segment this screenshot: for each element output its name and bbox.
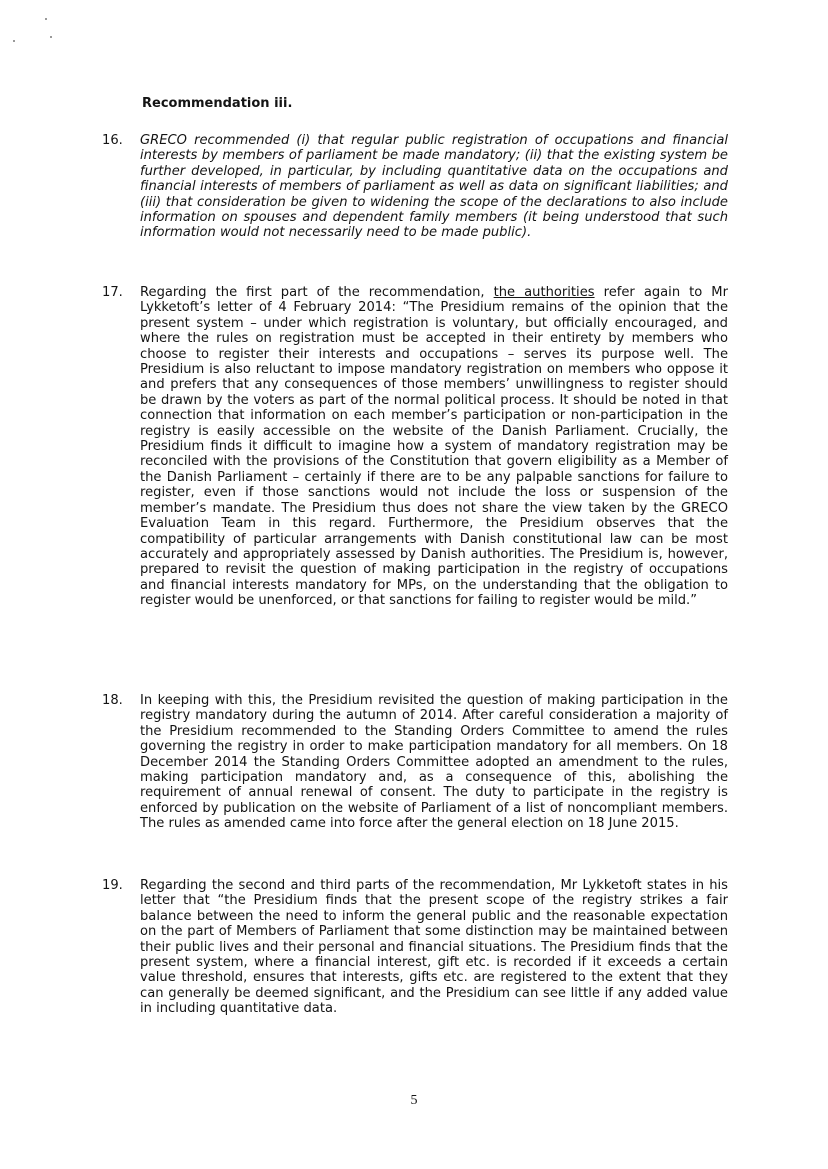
paragraph-text xyxy=(140,285,728,609)
paragraph-number: 17. xyxy=(102,285,123,300)
section-heading: Recommendation iii. xyxy=(142,96,293,111)
paragraph-text: In keeping with this, the Presidium revisited the question of making participation in the registry mandatory during the autumn of 2014. After careful consideration a majority of the Presidium recommended to the Standing Orders Committee to amend the rules governing the registry in order to make participation mandatory for all members. On 18 December 2014 the Standing Orders Committee adopted an amendment to the rules, making participation mandatory and, as a consequence of this, abolishing the requirement of annual renewal of consent. The duty to participate in the registry is enforced by publication on the website of Parliament of a list of noncompliant members. The rules as amended came into force after the general election on 18 June 2015. xyxy=(140,693,728,832)
scan-mark xyxy=(13,40,15,42)
text-run: Regarding the first part of the recommendation, xyxy=(140,285,494,300)
paragraph-17 xyxy=(102,285,728,609)
paragraph-16 xyxy=(102,133,728,241)
underlined-text: the authorities xyxy=(493,285,595,300)
paragraph-number: 19. xyxy=(102,878,123,893)
paragraph-text: GRECO recommended (i) that regular public registration of occupations and financial interests by members of parliament be made mandatory; (ii) that the existing system be further developed, in particular, by including quantitative data on the occupations and financial interests of members of parliament as well as data on significant liabilities; and (iii) that consideration be given to widening the scope of the declarations to also include information on spouses and dependent family members (it being understood that such information would not necessarily need to be made public). xyxy=(140,133,728,241)
page-number: 5 xyxy=(410,1093,418,1108)
scan-mark xyxy=(45,18,47,20)
text-run: refer again to Mr Lykketoft’s letter of 4 February 2014: “The Presidium remains of the opinion that the present system – under which registration is voluntary, but officially encouraged, and where the rules on registration must be accepted in their entirety by members who choose to register their interests and occupations – serves its purpose well. The Presidium is also reluctant to impose mandatory registration on members who oppose it and prefers that any consequences of those members’ unwillingness to register should be drawn by the voters as part of the normal political process. It should be noted in that connection that information on each member’s participation or non-participation in the registry is easily accessible on the website of the Danish Parliament. Crucially, the Presidium finds it difficult to imagine how a system of mandatory registration may be reconciled with the provisions of the Constitution that govern eligibility as a Member of the Danish Parliament – certainly if there are to be any palpable sanctions for failure to register, even if those sanctions would not include the loss or suspension of the member’s mandate. The Presidium thus does not share the view taken by the GRECO Evaluation Team in this regard. Furthermore, the Presidium observes that the compatibility of particular arrangements with Danish constitutional law can be most accurately and appropriately assessed by Danish authorities. The Presidium is, however, prepared to revisit the question of making participation in the registry of occupations and financial interests mandatory for MPs, on the understanding that the obligation to register would be unenforced, or that sanctions for failing to register would be mild.” xyxy=(140,285,728,609)
scan-mark xyxy=(50,36,52,38)
paragraph-text: Regarding the second and third parts of the recommendation, Mr Lykketoft states in his letter that “the Presidium finds that the present scope of the registry strikes a fair balance between the need to inform the general public and the reasonable expectation on the part of Members of Parliament that some distinction may be maintained between their public lives and their personal and financial situations. The Presidium finds that the present system, where a financial interest, gift etc. is recorded if it exceeds a certain value threshold, ensures that interests, gifts etc. are registered to the extent that they can generally be deemed significant, and the Presidium can see little if any added value in including quantitative data. xyxy=(140,878,728,1017)
paragraph-19 xyxy=(102,878,728,1017)
paragraph-number: 16. xyxy=(102,133,123,148)
paragraph-18 xyxy=(102,693,728,832)
paragraph-number: 18. xyxy=(102,693,123,708)
